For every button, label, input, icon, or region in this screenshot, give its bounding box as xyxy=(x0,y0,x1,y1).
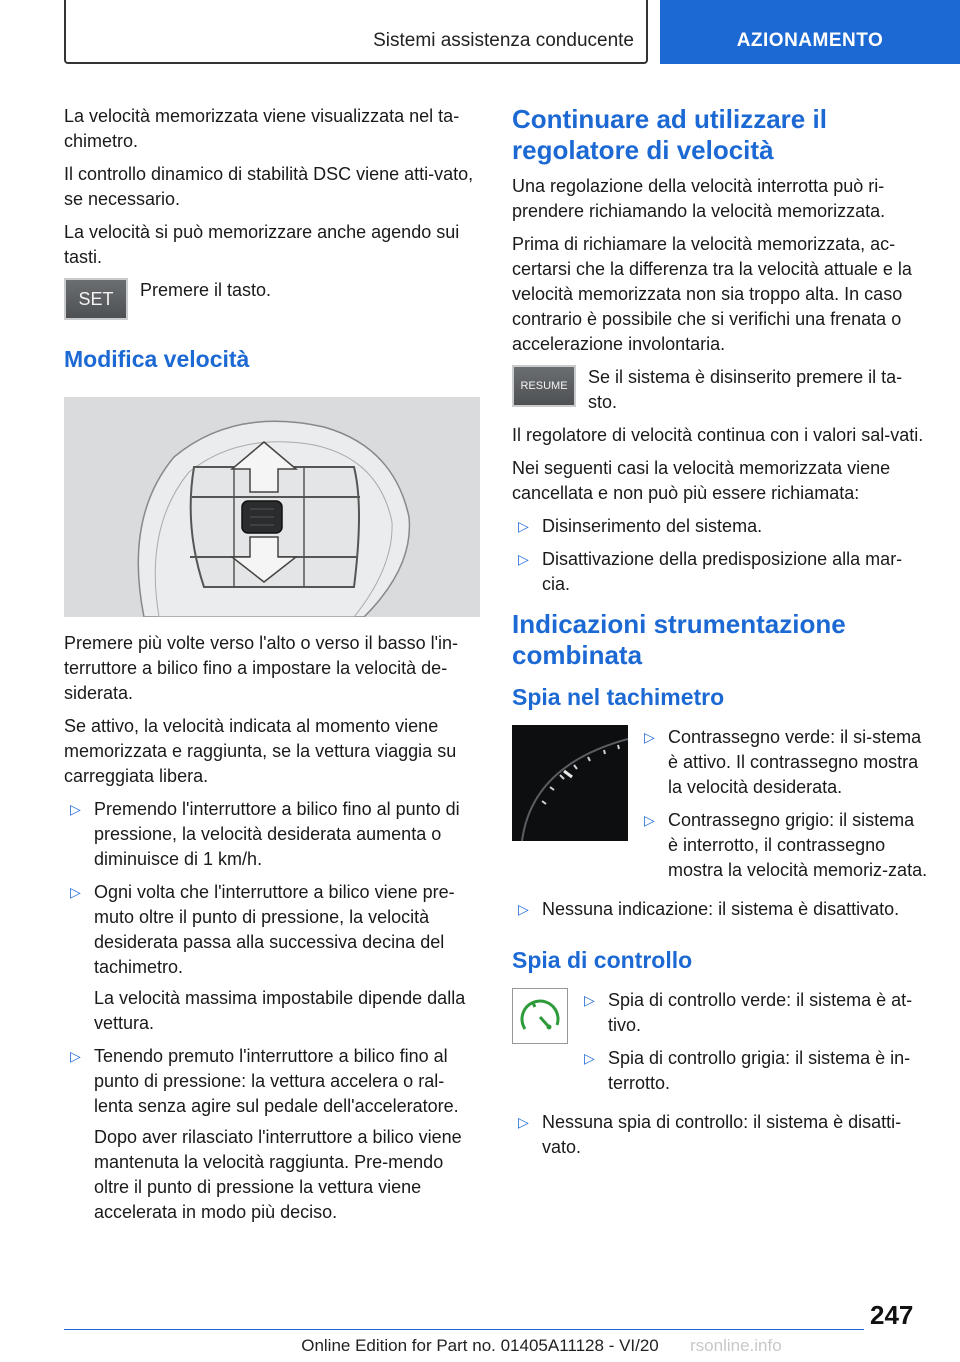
triangle-bullet-icon: ▷ xyxy=(584,1050,595,1066)
bullet-list xyxy=(512,514,928,597)
triangle-bullet-icon: ▷ xyxy=(70,801,81,817)
list-item: ▷ Nessuna indicazione: il sistema è disattivato. xyxy=(512,897,928,922)
list-item: ▷ Disattivazione della predisposizione alla mar-cia. xyxy=(518,549,903,594)
heading-spia-controllo: Spia di controllo xyxy=(512,947,693,973)
list-item: ▷ Premendo l'interruttore a bilico fino al punto di pressione, la velocità desiderata aumenta o diminuisce di 1 km/h. xyxy=(70,799,460,869)
bullet-list xyxy=(578,988,928,1104)
triangle-bullet-icon: ▷ xyxy=(70,884,81,900)
triangle-bullet-icon: ▷ xyxy=(518,1114,529,1130)
header-section-tab xyxy=(64,0,648,64)
steering-wheel-rocker-illustration xyxy=(64,397,480,617)
list-item: ▷ Ogni volta che l'interruttore a bilico viene pre-muto oltre il punto di pressione, la velocità desiderata passa alla successiva decina del tachimetro. La velocità massima impostabile dipende dalla vettura. xyxy=(64,880,480,1036)
list-item: ▷ Tenendo premuto l'interruttore a bilico fino al punto di pressione: la vettura accelera o ral-lenta senza agire sul pedale dell'acceleratore. Dopo aver rilasciato l'interruttore a bilico viene mantenuta la velocità raggiunta. Pre-mendo oltre il punto di pressione la vettura viene accelerata in modo più deciso. xyxy=(64,1044,480,1225)
list-item-note: Dopo aver rilasciato l'interruttore a bilico viene mantenuta la velocità raggiunta. Pre-mendo oltre il punto di pressione la vettura viene accelerata in modo più deciso. xyxy=(94,1127,462,1222)
paragraph: La velocità si può memorizzare anche agendo sui tasti. xyxy=(64,222,460,267)
section-title: Sistemi assistenza conducente xyxy=(373,30,634,51)
edition-footer: Online Edition for Part no. 01405A11128 - VI/20 xyxy=(301,1336,659,1355)
footer-divider xyxy=(64,1329,864,1330)
paragraph: Una regolazione della velocità interrotta può ri-prendere richiamando la velocità memorizzata. xyxy=(512,176,886,221)
speedometer-illustration xyxy=(512,725,628,841)
heading-spia-tachimetro: Spia nel tachimetro xyxy=(512,684,725,710)
list-item: ▷ Spia di controllo verde: il sistema è at-tivo. xyxy=(584,990,913,1035)
resume-button-icon: RESUME xyxy=(512,365,576,407)
speedometer-icon xyxy=(512,725,628,841)
resume-button-row xyxy=(512,365,928,415)
triangle-bullet-icon: ▷ xyxy=(644,812,655,828)
set-button-row xyxy=(64,278,480,320)
set-instruction: Premere il tasto. xyxy=(140,280,272,300)
paragraph: Prima di richiamare la velocità memorizzata, ac-certarsi che la differenza tra la velocità attuale e la velocità memorizzata non sia troppo alta. In caso contrario è possibile che si verifichi una frenata o accelerazione involontaria. xyxy=(512,234,912,354)
watermark: rsonline.info xyxy=(690,1336,782,1355)
heading-continuare: Continuare ad utilizzare il regolatore di velocità xyxy=(512,104,827,165)
paragraph: Premere più volte verso l'alto o verso il basso l'in-terruttore a bilico fino a impostare la velocità de-siderata. xyxy=(64,633,459,703)
list-item: ▷ Disinserimento del sistema. xyxy=(512,514,928,539)
paragraph: Se attivo, la velocità indicata al momento viene memorizzata e raggiunta, se la vettura viaggia su carreggiata libera. xyxy=(64,716,457,786)
left-column xyxy=(64,104,480,1233)
header-chapter-tab xyxy=(660,0,960,64)
list-item: ▷ Contrassegno grigio: il sistema è interrotto, il contrassegno mostra la velocità memoriz-zata. xyxy=(644,810,928,880)
cruise-control-indicator-icon xyxy=(513,989,567,1043)
resume-instruction: Se il sistema è disinserito premere il ta-sto. xyxy=(588,367,903,412)
chapter-title: AZIONAMENTO xyxy=(736,30,884,51)
paragraph: Il regolatore di velocità continua con i valori sal-vati. xyxy=(512,425,924,445)
heading-indicazioni: Indicazioni strumentazione combinata xyxy=(512,609,846,670)
triangle-bullet-icon: ▷ xyxy=(518,551,529,567)
paragraph: Nei seguenti casi la velocità memorizzata viene cancellata e non può più essere richiamata: xyxy=(512,458,891,503)
paragraph: La velocità memorizzata viene visualizzata nel ta-chimetro. xyxy=(64,106,460,151)
triangle-bullet-icon: ▷ xyxy=(584,992,595,1008)
rocker-switch-icon xyxy=(64,397,480,617)
bullet-list xyxy=(64,797,480,1225)
bullet-list xyxy=(512,897,928,922)
list-item: ▷ Spia di controllo grigia: il sistema è in-terrotto. xyxy=(584,1048,911,1093)
heading-modifica-velocita: Modifica velocità xyxy=(64,346,250,372)
bullet-list xyxy=(638,725,928,891)
tachimetro-row xyxy=(512,725,928,897)
triangle-bullet-icon: ▷ xyxy=(518,901,529,917)
spia-controllo-row xyxy=(512,988,928,1110)
paragraph: Il controllo dinamico di stabilità DSC viene atti-vato, se necessario. xyxy=(64,164,474,209)
triangle-bullet-icon: ▷ xyxy=(644,729,655,745)
cruise-indicator-illustration xyxy=(512,988,568,1044)
bullet-list xyxy=(512,1110,928,1160)
list-item: ▷ Contrassegno verde: il si-stema è attivo. Il contrassegno mostra la velocità desiderata. xyxy=(644,727,922,797)
set-button-icon: SET xyxy=(64,278,128,320)
right-column xyxy=(512,104,928,1168)
page-number: 247 xyxy=(870,1300,914,1330)
triangle-bullet-icon: ▷ xyxy=(70,1048,81,1064)
list-item: ▷ Nessuna spia di controllo: il sistema è disatti-vato. xyxy=(518,1112,902,1157)
list-item-note: La velocità massima impostabile dipende dalla vettura. xyxy=(94,988,466,1033)
triangle-bullet-icon: ▷ xyxy=(518,518,529,534)
